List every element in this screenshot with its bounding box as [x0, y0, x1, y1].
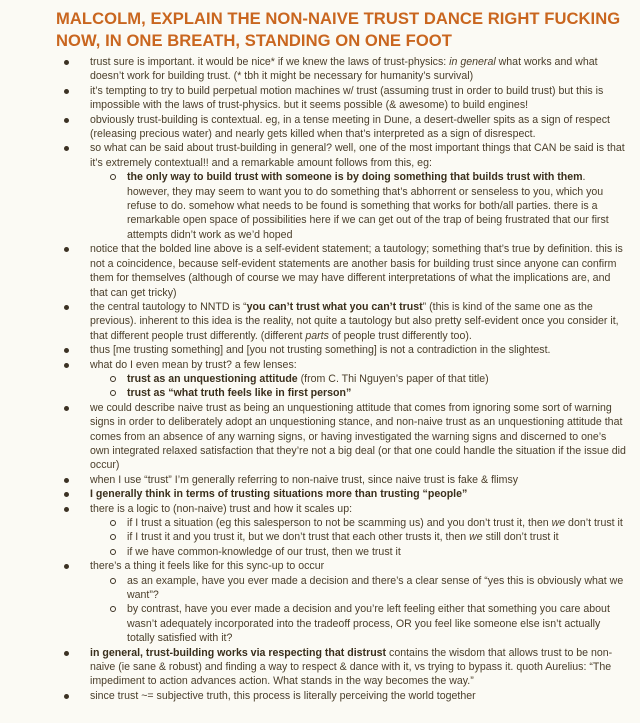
- list-item: trust sure is important. it would be nice* if we knew the laws of trust-physics: in general what works and what doesn’t work for building trust. (* tbh it might be necessary for humanity’s survival): [56, 55, 628, 84]
- sub-list-item: trust as an unquestioning attitude (from C. Thi Nguyen’s paper of that title): [90, 372, 628, 386]
- list-item: obviously trust-building is contextual. eg, in a tense meeting in Dune, a desert-dweller spits as a sign of respect (releasing precious water) and nearly gets killed when that’s interpreted as a sign of disrespect.: [56, 113, 628, 142]
- sub-list-item: if I trust a situation (eg this salesperson to not be scamming us) and you don’t trust it, then we don’t trust it: [90, 516, 628, 530]
- sub-list-item: as an example, have you ever made a decision and there’s a clear sense of “yes this is obviously what we want”?: [90, 574, 628, 603]
- list-item: notice that the bolded line above is a self-evident statement; a tautology; something that’s true by definition. this is not a coincidence, because self-evident statements are another basis for building trust since anyone can confirm them for themselves (although of course we may have different interpretations of what the implications are, and that can get tricky): [56, 242, 628, 300]
- bullet-list: [56, 55, 628, 703]
- sub-list-item: by contrast, have you ever made a decision and you’re left feeling either that something you care about wasn’t adequately incorporated into the tradeoff process, OR you feel like someone else isn’t actually totally satisfied with it?: [90, 602, 628, 645]
- sub-list-item: if I trust it and you trust it, but we don’t trust that each other trusts it, then we still don’t trust it: [90, 530, 628, 544]
- sub-list-item: trust as “what truth feels like in first person”: [90, 386, 628, 400]
- page-title: MALCOLM, EXPLAIN THE NON-NAIVE TRUST DANCE RIGHT FUCKING NOW, IN ONE BREATH, STANDING ON ONE FOOT: [56, 9, 621, 50]
- sub-list: [90, 170, 628, 242]
- list-item: we could describe naive trust as being an unquestioning attitude that comes from ignoring some sort of warning signs in order to deliberately adopt an unquestioning stance, and non-naive trust as an unquestioning attitude that comes from an absence of any warning signs, or having investigated the warning signs and discerned to one’s own integrated relaxed satisfaction that they’re not a big deal (or that one could handle the situation if the issue did occur): [56, 401, 628, 473]
- sub-list-item: the only way to build trust with someone is by doing something that builds trust with them. however, they may seem to want you to do something that’s abhorrent or senseless to you, which you refuse to do. somehow what needs to be found is something that works for both/all parties. there is a remarkable open space of possibilities here if we can get out of the trap of being frustrated that our first attempts didn’t work as we’d hoped: [90, 170, 628, 242]
- list-item: I generally think in terms of trusting situations more than trusting “people”: [56, 487, 628, 501]
- list-item: what do I even mean by trust? a few lenses: trust as an unquestioning attitude (from C. Thi Nguyen’s paper of that title) trust as “what truth feels like in first person”: [56, 358, 628, 401]
- sub-list: [90, 516, 628, 559]
- sub-list: [90, 574, 628, 646]
- list-item: since trust ~= subjective truth, this process is literally perceiving the world together: [56, 689, 628, 703]
- list-item: so what can be said about trust-building in general? well, one of the most important things that CAN be said is that it’s extremely contextual!! and a remarkable amount follows from this, eg: the only way to build trust with someone is by doing something that builds trust with them. however, they may seem to want you to do something that’s abhorrent or senseless to you, which you refuse to do. somehow what needs to be found is something that works for both/all parties. there is a remarkable open space of possibilities here if we can get out of the trap of being frustrated that our first attempts didn’t work as we’d hoped: [56, 141, 628, 242]
- list-item: when I use “trust” I’m generally referring to non-naive trust, since naive trust is fake & flimsy: [56, 473, 628, 487]
- list-item: there’s a thing it feels like for this sync-up to occur as an example, have you ever made a decision and there’s a clear sense of “yes this is obviously what we want”? by contrast, have you ever made a decision and you’re left feeling either that something you care about wasn’t adequately incorporated into the tradeoff process, OR you feel like someone else isn’t actually totally satisfied with it?: [56, 559, 628, 645]
- sub-list: [90, 372, 628, 401]
- sub-list-item: if we have common-knowledge of our trust, then we trust it: [90, 545, 628, 559]
- list-item: there is a logic to (non-naive) trust and how it scales up: if I trust a situation (eg this salesperson to not be scamming us) and you don’t trust it, then we don’t trust it if I trust it and you trust it, but we don’t trust that each other trusts it, then we still don’t trust it if we have common-knowledge of our trust, then we trust it: [56, 502, 628, 560]
- list-item: it’s tempting to try to build perpetual motion machines w/ trust (assuming trust in order to build trust) but this is impossible with the laws of trust-physics. but it seems possible (& awesome) to build engines!: [56, 84, 628, 113]
- list-item: the central tautology to NNTD is “you can’t trust what you can’t trust” (this is kind of the same one as the previous). inherent to this idea is the reality, not quite a tautology but also pretty self-evident once you consider it, that different people trust differently. (different parts of people trust differently too).: [56, 300, 628, 343]
- list-item: thus [me trusting something] and [you not trusting something] is not a contradiction in the slightest.: [56, 343, 628, 357]
- list-item: in general, trust-building works via respecting that distrust contains the wisdom that allows trust to be non-naive (ie sane & robust) and finding a way to respect & dance with it, vs trying to bypass it. quoth Aurelius: “The impediment to action advances action. What stands in the way becomes the way.”: [56, 646, 628, 689]
